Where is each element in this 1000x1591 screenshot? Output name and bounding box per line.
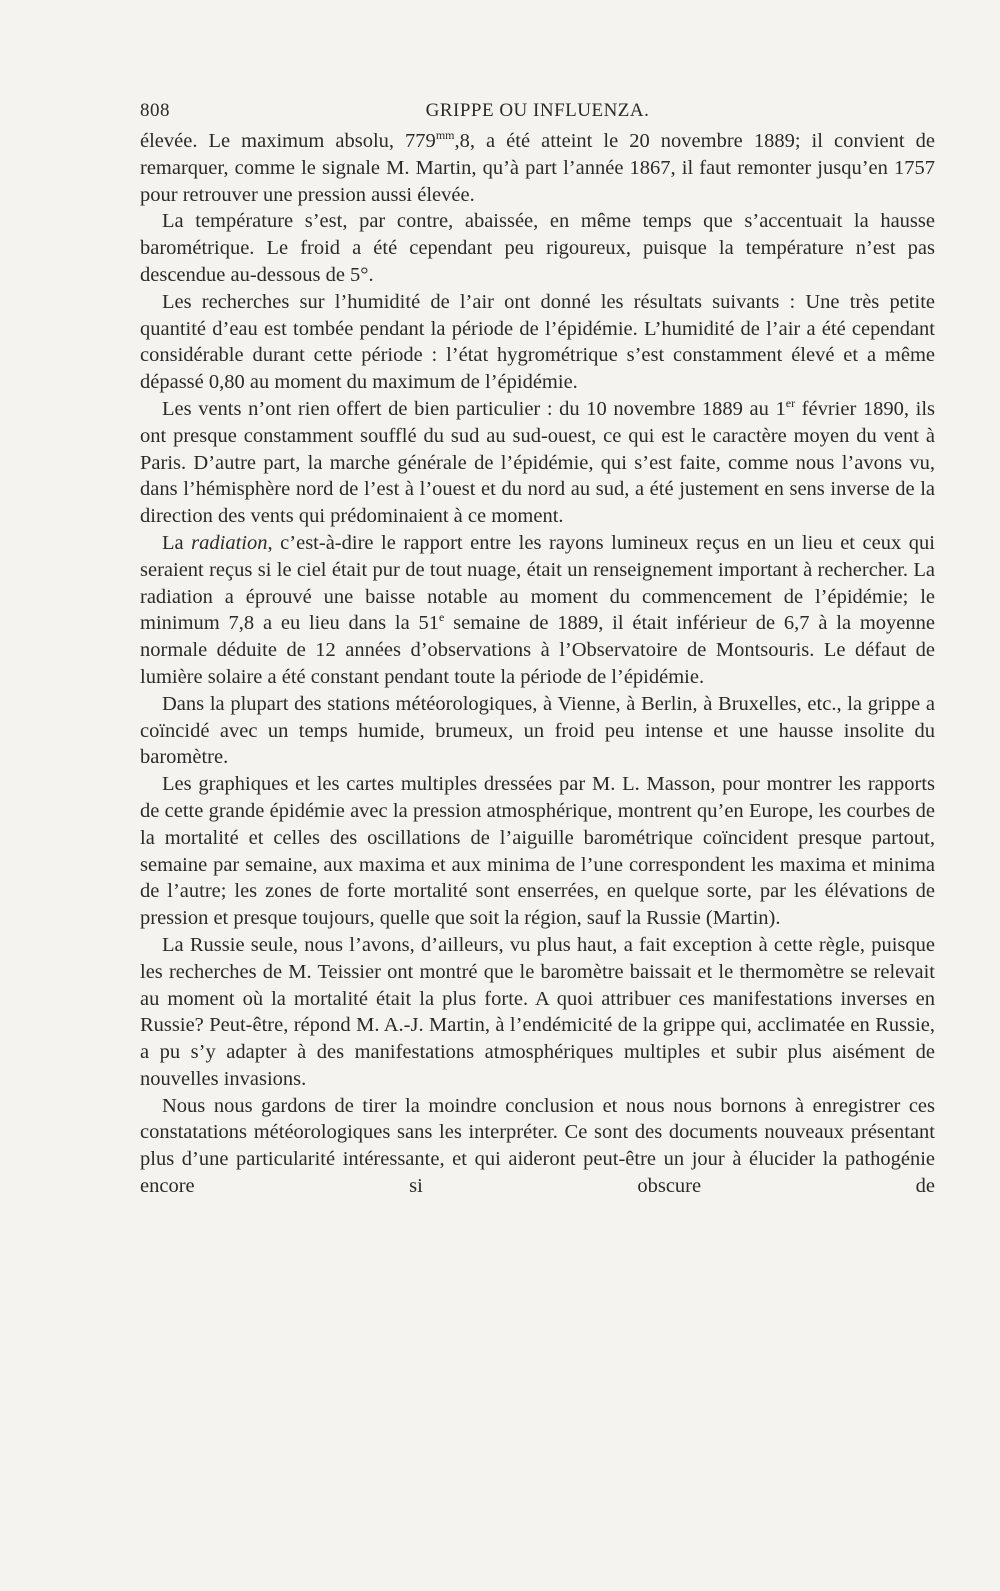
paragraph bbox=[140, 208, 935, 288]
superscript: er bbox=[785, 395, 796, 410]
paragraph bbox=[140, 691, 935, 771]
text-run: Les vents n’ont rien offert de bien particulier : du 10 novembre 1889 au 1 bbox=[162, 397, 786, 420]
text-run: , c’est-à-dire le rapport entre les rayons lumineux reçus en un lieu et ceux qui seraient reçus si le ciel était pur de tout nuage, était un renseignement important à rechercher. La radiation a éprouvé une baisse notable au moment du commencement de l’épidémie; le minimum 7,8 a eu lieu dans la 51 bbox=[140, 531, 935, 635]
text-run: élevée. Le maximum absolu, 779 bbox=[140, 130, 436, 152]
paragraph bbox=[140, 932, 935, 1093]
text-run: Les recherches sur l’humidité de l’air ont donné les résultats suivants : Une très petite quantité d’eau est tombée pendant la période de l’épidémie. L’humidité de l’air a été cependant considérable durant cette période : l’état hygrométrique s’est constamment élevé et a même dépassé 0,80 au moment du maximum de l’épidémie. bbox=[140, 290, 935, 394]
italic-text: radiation bbox=[191, 531, 268, 554]
page-number: 808 bbox=[140, 100, 170, 121]
text-run: Dans la plupart des stations météorologiques, à Vienne, à Berlin, à Bruxelles, etc., la grippe a coïncidé avec un temps humide, brumeux, un froid peu intense et une hausse insolite du baromètre. bbox=[140, 692, 935, 769]
paragraph bbox=[140, 530, 935, 691]
text-run: ,8, a été atteint le 20 novembre 1889; il convient de remarquer, comme le signale M. Martin, qu’à part l’année 1867, il faut remonter jusqu’en 1757 pour retrouver une pression aussi élevée. bbox=[140, 130, 935, 206]
text-run: La Russie seule, nous l’avons, d’ailleurs, vu plus haut, a fait exception à cette règle, puisque les recherches de M. Teissier ont montré que le baromètre baissait et le thermomètre se relevait au moment où la mortalité était la plus forte. A quoi attribuer ces manifestations inverses en Russie? Peut-être, répond M. A.-J. Martin, à l’endémicité de la grippe qui, acclimatée en Russie, a pu s’y adapter à des manifestations atmosphériques multiples et subir plus aisément de nouvelles invasions. bbox=[140, 933, 935, 1090]
text-run: semaine de 1889, il était inférieur de 6,7 à la moyenne normale déduite de 12 années d’observations à l’Observatoire de Montsouris. Le défaut de lumière solaire a été constant pendant toute la période de l’épidémie. bbox=[140, 612, 935, 688]
paragraph bbox=[140, 1093, 935, 1200]
text-run: Les graphiques et les cartes multiples dressées par M. L. Masson, pour montrer les rapports de cette grande épidémie avec la pression atmosphérique, montrent qu’en Europe, les courbes de la mortalité et celles des oscillations de l’aiguille barométrique coïncident presque partout, semaine par semaine, aux maxima et aux minima de l’une correspondent les maxima et minima de l’autre; les zones de forte mortalité sont enserrées, en quelque sorte, par les élévations de pression et presque toujours, quelle que soit la région, sauf la Russie (Martin). bbox=[140, 773, 935, 930]
superscript: e bbox=[439, 610, 445, 625]
paragraph bbox=[140, 771, 935, 932]
text-run: février 1890, ils ont presque constamment soufflé du sud au sud-ouest, ce qui est le caractère moyen du vent à Paris. D’autre part, la marche générale de l’épidémie, qui s’est faite, comme nous l’avons vu, dans l’hémisphère nord de l’est à l’ouest et du nord au sud, a été justement en sens inverse de la direction des vents qui prédominaient à ce moment. bbox=[140, 397, 936, 528]
running-head bbox=[140, 100, 935, 126]
text-run: Nous nous gardons de tirer la moindre conclusion et nous nous bornons à enregistrer ces constatations météorologiques sans les interpréter. Ce sont des documents nouveaux présentant plus d’une particularité intéressante, et qui aideront peut-être un jour à élucider la pathogénie encore si obscure de bbox=[140, 1094, 935, 1198]
paragraph bbox=[140, 128, 935, 208]
paragraph bbox=[140, 396, 935, 530]
text-run: La température s’est, par contre, abaissée, en même temps que s’accentuait la hausse barométrique. Le froid a été cependant peu rigoureux, puisque la température n’est pas descendue au-dessous de 5°. bbox=[140, 210, 935, 286]
superscript: mm bbox=[435, 128, 455, 142]
running-title: GRIPPE OU INFLUENZA. bbox=[425, 100, 650, 121]
text-body bbox=[140, 128, 935, 1200]
text-run: La bbox=[162, 531, 192, 554]
paragraph bbox=[140, 289, 935, 396]
